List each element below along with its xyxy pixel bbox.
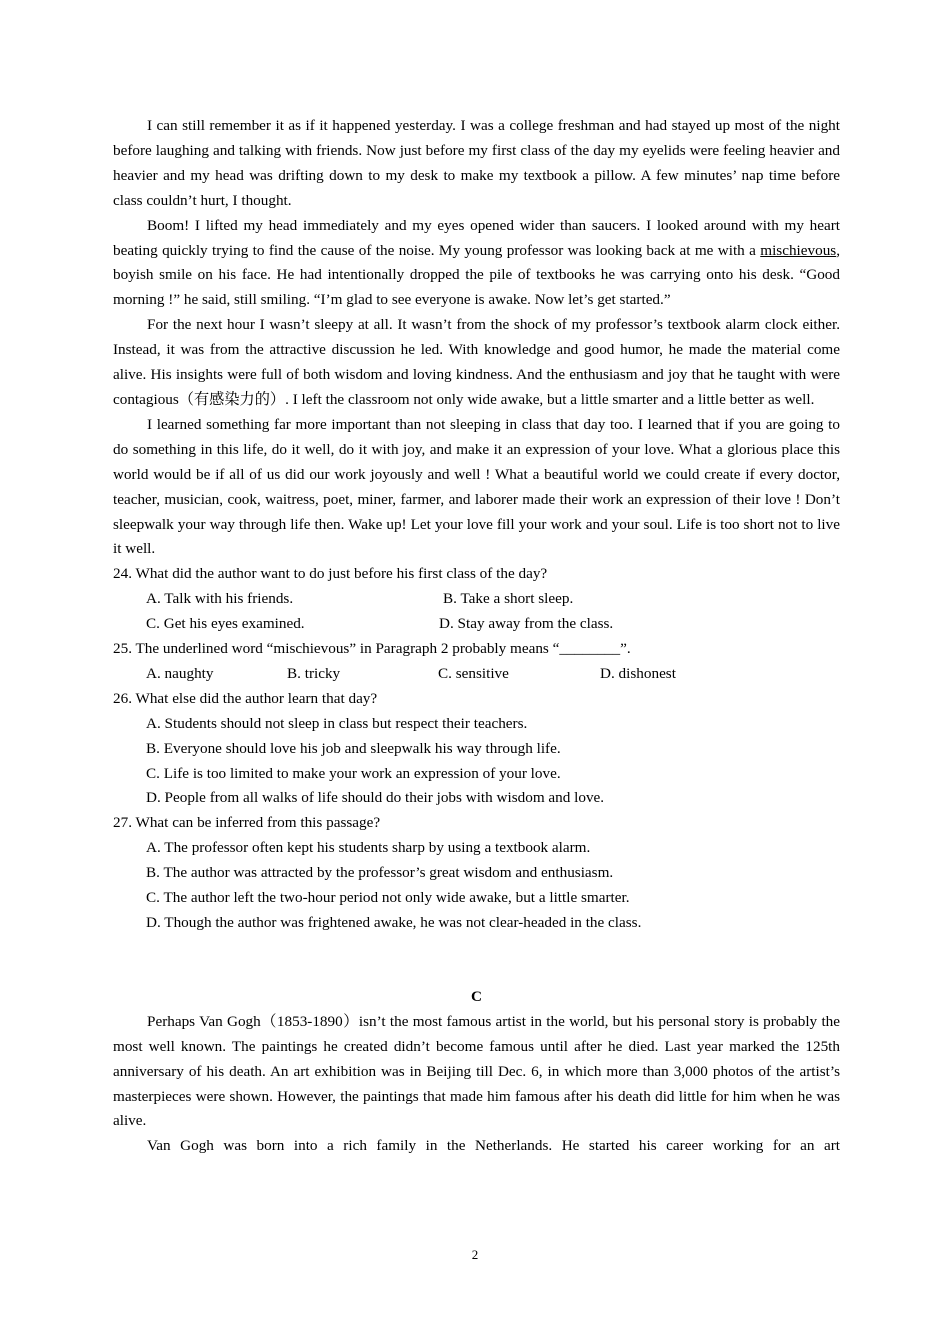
passage-b-paragraph-3: For the next hour I wasn’t sleepy at all. It wasn’t from the shock of my professor’s textbook alarm clock either. Instead, it was from the attractive discussion he led. With knowledge and good humor, he made the material come alive. His insights were full of both wisdom and loving kindness. And the enthusiasm and joy that he taught with were contagious（有感染力的）. I left the classroom not only wide awake, but a little smarter and a little better as well. — [113, 316, 840, 408]
option-c: C. Get his eyes examined. — [146, 615, 305, 633]
underlined-word: mischievous — [760, 241, 837, 259]
passage-b-paragraph-2 — [113, 214, 840, 314]
question-27 — [113, 811, 840, 936]
option-b: B. Take a short sleep. — [443, 590, 574, 608]
option-d: D. People from all walks of life should do their jobs with wisdom and love. — [146, 789, 605, 807]
option-a: A. naughty — [146, 664, 214, 682]
passage-c-paragraph-2: Van Gogh was born into a rich family in the Netherlands. He started his career working for an art — [147, 1137, 840, 1155]
text: Boom! I lifted my head immediately and my eyes opened wider than saucers. I looked around with my heart beating quickly trying to find the cause of the noise. My young professor was looking back at me with a — [113, 216, 840, 259]
option-d: D. Though the author was frightened awake, he was not clear-headed in the class. — [146, 914, 642, 931]
question-stem: 25. The underlined word “mischievous” in Paragraph 2 probably means “________”. — [113, 640, 631, 658]
option-b: B. Everyone should love his job and sleepwalk his way through life. — [146, 739, 561, 757]
option-a: A. The professor often kept his students sharp by using a textbook alarm. — [146, 839, 591, 857]
page-number: 2 — [471, 1247, 479, 1262]
option-c: C. sensitive — [438, 664, 509, 682]
text: , boyish smile on his face. He had intentionally dropped the pile of textbooks he was carrying onto his desk. “Good morning !” he said, still smiling. “I’m glad to see everyone is awake. Now let’s get started.” — [113, 241, 840, 309]
question-stem: 27. What can be inferred from this passage? — [113, 814, 381, 832]
question-24 — [113, 562, 840, 637]
passage-c-paragraph-1: Perhaps Van Gogh（1853-1890）isn’t the most famous artist in the world, but his personal story is probably the most well known. The paintings he created didn’t become famous until after he died. Last year marked the 125th anniversary of his death. An art exhibition was in Beijing till Dec. 6, in which more than 3,000 photos of the artist’s masterpieces were shown. However, the paintings that made him famous after his death did little for him when he was alive. — [113, 1012, 840, 1130]
option-a: A. Talk with his friends. — [146, 590, 294, 608]
option-b: B. The author was attracted by the professor’s great wisdom and enthusiasm. — [146, 864, 614, 882]
option-a: A. Students should not sleep in class but respect their teachers. — [146, 714, 528, 732]
passage-b-paragraph-4: I learned something far more important than not sleeping in class that day too. I learned that if you are going to do something in this life, do it well, do it with joy, and make it an expression of your love. What a glorious place this world would be if all of us did our work joyously and well ! What a beautiful world we could create if every doctor, teacher, musician, cook, waitress, poet, miner, farmer, and laborer made their work an expression of their love ! Don’t sleepwalk your way through life then. Wake up! Let your love fill your work and your soul. Life is too short not to live it well. — [113, 415, 840, 558]
option-d: D. Stay away from the class. — [439, 615, 614, 633]
option-b: B. tricky — [287, 664, 341, 682]
option-d: D. dishonest — [600, 664, 676, 682]
option-c: C. Life is too limited to make your work an expression of your love. — [146, 764, 561, 782]
section-heading-c: C — [471, 987, 482, 1005]
question-25 — [113, 637, 840, 687]
question-26 — [113, 687, 840, 812]
passage-b-paragraph-1: I can still remember it as if it happened yesterday. I was a college freshman and had stayed up most of the night before laughing and talking with friends. Now just before my first class of the day my eyelids were feeling heavier and heavier and my head was drifting down to my desk to make my textbook a pillow. A few minutes’ nap time before class couldn’t hurt, I thought. — [113, 117, 840, 209]
question-stem: 26. What else did the author learn that day? — [113, 689, 378, 707]
option-c: C. The author left the two-hour period not only wide awake, but a little smarter. — [146, 889, 630, 907]
question-stem: 24. What did the author want to do just before his first class of the day? — [113, 565, 548, 583]
page-content — [113, 114, 840, 1159]
